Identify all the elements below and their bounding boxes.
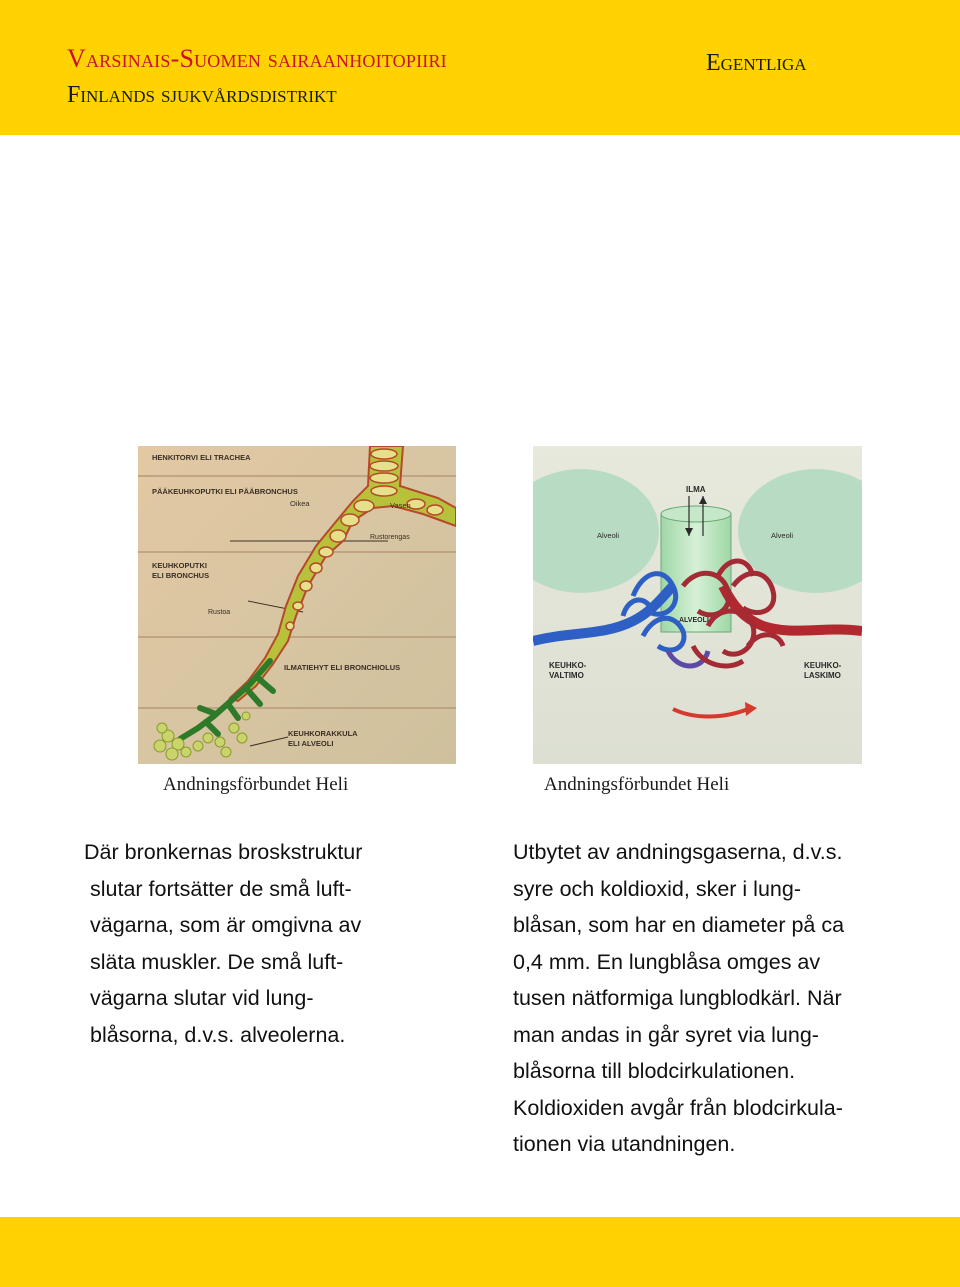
right-text-line: Utbytet av andningsgaserna, d.v.s. xyxy=(513,840,843,864)
alveoli-label-2: ELI ALVEOLI xyxy=(288,739,334,748)
right-text-line: blåsorna till blodcirkulationen. xyxy=(513,1059,796,1083)
bronchial-tree-figure xyxy=(138,446,456,764)
right-text-line: man andas in går syret via lung- xyxy=(513,1022,819,1047)
vein-label-2: LASKIMO xyxy=(804,671,841,680)
alveoli-right-label: Alveoli xyxy=(771,531,794,540)
main-bronchus-label: PÄÄKEUHKOPUTKI ELI PÄÄBRONCHUS xyxy=(152,487,298,496)
alveoli-exchange-figure xyxy=(533,446,862,764)
right-text-line: Koldioxiden avgår från blodcirkula- xyxy=(513,1095,843,1120)
region-name: Egentliga xyxy=(706,50,807,76)
trachea-label: HENKITORVI ELI TRACHEA xyxy=(152,453,251,462)
organization-name: Varsinais-Suomen sairaanhoitopiiri xyxy=(67,44,447,73)
left-text-line: Där bronkernas broskstruktur xyxy=(84,840,363,864)
left-text-line: vägarna, som är omgivna av xyxy=(90,913,362,937)
left-text-line: blåsorna, d.v.s. alveolerna. xyxy=(90,1022,346,1047)
left-paragraph xyxy=(84,834,362,1053)
left-text-line: slutar fortsätter de små luft- xyxy=(90,876,352,901)
footer-band xyxy=(0,1217,960,1287)
right-text-line: 0,4 mm. En lungblåsa omges av xyxy=(513,949,821,974)
artery-label-1: KEUHKO- xyxy=(549,661,587,670)
right-text-line: tionen via utandningen. xyxy=(513,1132,736,1156)
left-label: Vasen xyxy=(390,501,411,510)
left-text-line: vägarna slutar vid lung- xyxy=(90,986,314,1010)
right-text-line: syre och koldioxid, sker i lung- xyxy=(513,876,801,901)
right-figure-caption: Andningsförbundet Heli xyxy=(544,774,730,795)
alveoli-left-label: Alveoli xyxy=(597,531,620,540)
right-paragraph xyxy=(513,834,844,1163)
alveoli-center-label: ALVEOLI xyxy=(679,617,709,624)
air-label: ILMA xyxy=(686,485,706,494)
district-name: Finlands sjukvårdsdistrikt xyxy=(67,82,337,108)
artery-label-2: VALTIMO xyxy=(549,671,584,680)
right-label: Oikea xyxy=(290,499,310,508)
bronchus-label-1: KEUHKOPUTKI xyxy=(152,561,208,570)
right-text-line: blåsan, som har en diameter på ca xyxy=(513,913,845,937)
bronchiole-label: ILMATIEHYT ELI BRONCHIOLUS xyxy=(284,663,401,672)
right-text-line: tusen nätformiga lungblodkärl. När xyxy=(513,986,842,1010)
header-band xyxy=(0,0,960,135)
bronchus-label-2: ELI BRONCHUS xyxy=(152,571,210,580)
alveoli-label-1: KEUHKORAKKULA xyxy=(288,729,358,738)
cartilage-label: Rustoa xyxy=(208,609,231,616)
cartilage-rings-label: Rustorengas xyxy=(370,534,410,541)
vein-label-1: KEUHKO- xyxy=(804,661,842,670)
left-text-line: släta muskler. De små luft- xyxy=(90,949,344,974)
left-figure-caption: Andningsförbundet Heli xyxy=(163,774,349,795)
